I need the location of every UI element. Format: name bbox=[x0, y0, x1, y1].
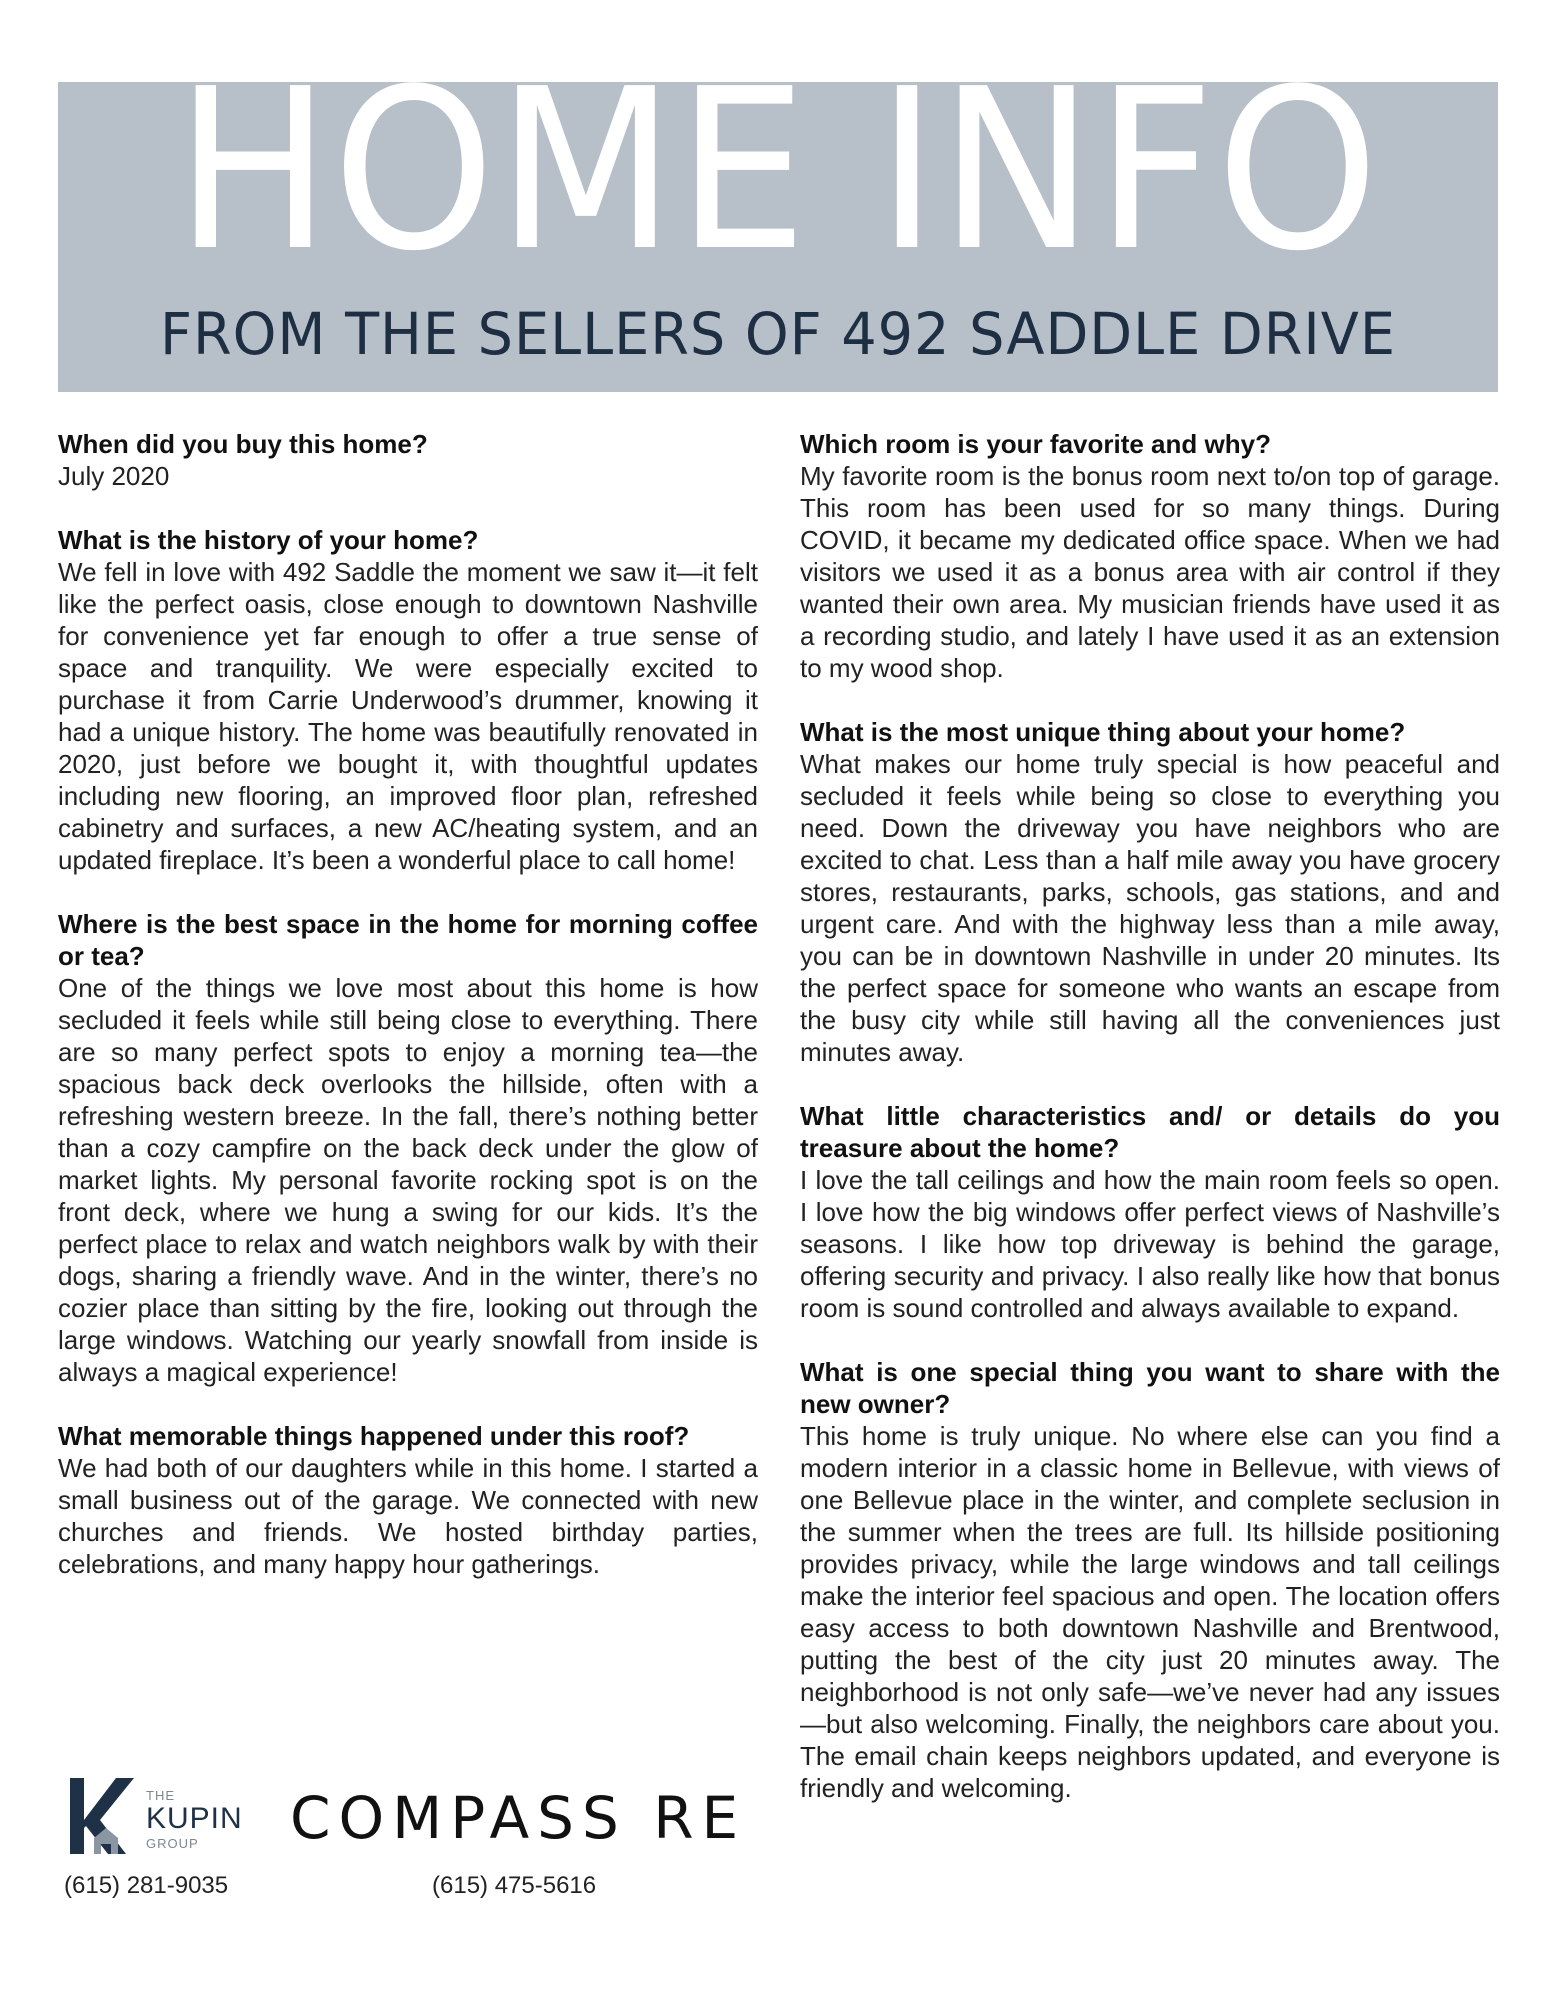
kupin-group-text: GROUP bbox=[146, 1836, 199, 1851]
answer: What makes our home truly special is how peaceful and secluded it feels while being so close to everything you need. Down the driveway you have neighbors who are excited to chat. Less than a half mile away you have grocery stores, restaurants, parks, schools, gas stations, and and urgent care. And with the highway less than a mile away, you can be in downtown Nashville in under 20 minutes. Its the perfect space for someone who wants an escape from the busy city while still having all the conveniences just minutes away. bbox=[800, 749, 1500, 1067]
left-column bbox=[58, 428, 758, 1612]
question: Where is the best space in the home for morning coffee or tea? bbox=[58, 909, 758, 971]
page-subtitle: FROM THE SELLERS OF 492 SADDLE DRIVE bbox=[159, 300, 1396, 368]
qa-item bbox=[800, 1356, 1500, 1804]
qa-item bbox=[58, 524, 758, 876]
qa-item bbox=[800, 716, 1500, 1068]
question: What is the history of your home? bbox=[58, 525, 479, 555]
answer: I love the tall ceilings and how the main room feels so open. I love how the big windows offer perfect views of Nashville’s seasons. I like how top driveway is behind the garage, offering security and privacy. I also really like how that bonus room is sound controlled and always available to expand. bbox=[800, 1165, 1500, 1323]
compass-logo: COMPASS RE bbox=[290, 1784, 747, 1852]
qa-item bbox=[800, 428, 1500, 684]
kupin-phone: (615) 281-9035 bbox=[64, 1872, 229, 1899]
answer: July 2020 bbox=[58, 461, 170, 491]
compass-phone: (615) 475-5616 bbox=[432, 1872, 597, 1899]
question: Which room is your favorite and why? bbox=[800, 429, 1271, 459]
page-title: HOME INFO bbox=[175, 82, 1381, 300]
answer: We fell in love with 492 Saddle the moment we saw it—it felt like the perfect oasis, close enough to downtown Nashville for convenience yet far enough to offer a true sense of space and tranquility. We were especially excited to purchase it from Carrie Underwood’s drummer, knowing it had a unique history. The home was beautifully renovated in 2020, just before we bought it, with thoughtful updates including new flooring, an improved floor plan, refreshed cabinetry and surfaces, a new AC/heating system, and an updated fireplace. It’s been a wonderful place to call home! bbox=[58, 557, 758, 875]
answer: We had both of our daughters while in this home. I started a small business out of the garage. We connected with new churches and friends. We hosted birthday parties, celebrations, and many happy hour gatherings. bbox=[58, 1453, 758, 1579]
question: What is the most unique thing about your home? bbox=[800, 717, 1406, 747]
header-banner bbox=[58, 82, 1498, 392]
qa-item bbox=[800, 1100, 1500, 1324]
qa-item bbox=[58, 908, 758, 1388]
answer: My favorite room is the bonus room next to/on top of garage. This room has been used for so many things. During COVID, it became my dedicated office space. When we had visitors we used it as a bonus area with air control if they wanted their own area. My musician friends have used it as a recording studio, and lately I have used it as an extension to my wood shop. bbox=[800, 461, 1500, 683]
question: What little characteristics and/ or details do you treasure about the home? bbox=[800, 1101, 1500, 1163]
right-column bbox=[800, 428, 1500, 1836]
footer-logos bbox=[58, 1772, 758, 1872]
kupin-name-text: KUPIN bbox=[146, 1802, 243, 1835]
answer: One of the things we love most about this home is how secluded it feels while still being close to everything. There are so many perfect spots to enjoy a morning tea—the spacious back deck overlooks the hillside, often with a refreshing western breeze. In the fall, there’s nothing better than a cozy campfire on the back deck under the glow of market lights. My personal favorite rocking spot is on the front deck, where we hung a swing for our kids. It’s the perfect place to relax and watch neighbors walk by with their dogs, sharing a friendly wave. And in the winter, there’s no cozier place than sitting by the fire, looking out through the large windows. Watching our yearly snowfall from inside is always a magical experience! bbox=[58, 973, 758, 1387]
qa-item bbox=[58, 428, 758, 492]
answer: This home is truly unique. No where else can you find a modern interior in a classic home in Bellevue, with views of one Bellevue place in the winter, and complete seclusion in the summer when the trees are full. Its hillside positioning provides privacy, while the large windows and tall ceilings make the interior feel spacious and open. The location offers easy access to both downtown Nashville and Brentwood, putting the best of the city just 20 minutes away. The neighborhood is not only safe—we’ve never had any issues—but also welcoming. Finally, the neighbors care about you. The email chain keeps neighbors updated, and everyone is friendly and welcoming. bbox=[800, 1421, 1500, 1803]
question: What memorable things happened under this roof? bbox=[58, 1421, 690, 1451]
question: When did you buy this home? bbox=[58, 429, 428, 459]
kupin-the-text: THE bbox=[146, 1788, 175, 1803]
question: What is one special thing you want to share with the new owner? bbox=[800, 1357, 1500, 1419]
kupin-logo-icon bbox=[64, 1772, 144, 1854]
qa-item bbox=[58, 1420, 758, 1580]
